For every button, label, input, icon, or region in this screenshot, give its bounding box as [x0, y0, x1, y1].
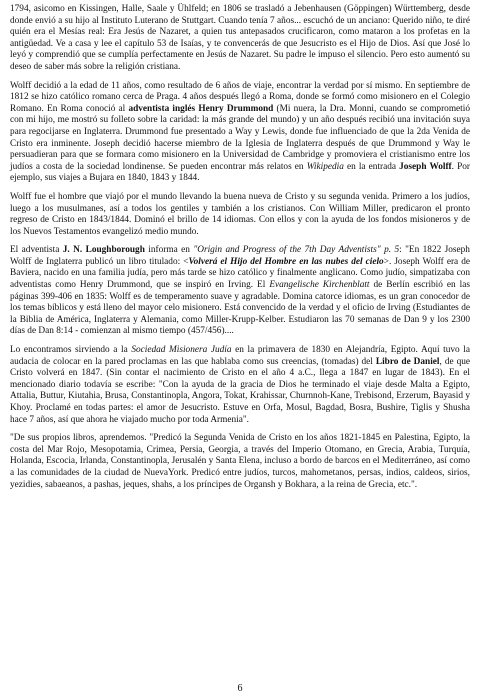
- text-run: El adventista: [10, 245, 63, 256]
- emphasis-text: adventista inglés Henry Drummond: [128, 103, 274, 114]
- text-run: en la entrada: [343, 161, 400, 172]
- text-run: Wolff decidió a la edad de 11 años, como resultado de 6 años de viaje, encontrar la verdad por sí mismo. En septiembre de 1812 se hizo católico romano cerca de Praga. 4 años después llegó a Roma, donde se formó como misionero en el Colegio Romano. En Roma conoció al: [10, 80, 470, 114]
- text-run: (Mi nuera, la Dra. Monni, cuando se comprometió con mi hijo, me mostró su folleto sobre la caridad: la más grande del mundo) y un año después recibió una invitación suya para regocijarse en Inglaterra. Drummond fue presentado a Way y Lewis, donde fue influenciado de que la 2da Venida de Cristo era inminente. Joseph decidió hacerse miembro de la Iglesia de Inglaterra después de que Drummond y Way le persuadieran para que se formara como misionero en la Universidad de Cambridge y promoviera el cristianismo entre los judíos a costa de la sociedad londinense. Se pueden encontrar más relatos en: [10, 103, 470, 172]
- paragraph-4: [10, 245, 470, 338]
- emphasis-text: "Origin and Progress of the 7th Day Adventists" p. 5: [193, 245, 400, 256]
- text-run: >. Joseph Wolff era de Baviera, nacido en una familia judía, pero más tarde se hizo católico y finalmente anglicano. Como judío, simpatizaba con adventistas como Henry Drummond, que se inspiró en Irving. El: [10, 256, 470, 291]
- emphasis-text: J. N. Loughborough: [62, 245, 145, 256]
- emphasis-text: Libro de Daniel: [375, 356, 440, 367]
- text-run: : "En 1822 Joseph Wolff de Inglaterra publicó un libro titulado: <: [10, 245, 470, 267]
- page-number: 6: [237, 683, 243, 694]
- paragraph-3: [10, 192, 470, 238]
- paragraph-1: [10, 4, 470, 74]
- text-run: , de que Cristo volverá en 1847. (Sin contar el nacimiento de Cristo en el año 4 a.C., llega a 1847 en lugar de 1843). En el mencionado diario todavía se escribe: "Con la ayuda de la gracia de Dios he terminado el viaje desde Malta a Egipto, Attalia, Buttur, Kiutahia, Brusa, Constantinopla, Angora, Tokat, Krahissar, Churnnoh-Kane, Trebisond, Erzerum, Bayasid y Khoy. Proclamé en todas partes: el amor de Jesucristo. Estuve en Orfa, Mosul, Bagdad, Bosra, Bushire, Tiglis y Shusha hace 7 años, así que ahora he viajado mucho por toda Armenia".: [10, 356, 470, 425]
- text-run: en la primavera de 1830 en Alejandría, Egipto. Aquí tuvo la audacia de colocar en la pared proclamas en las que hablaba como sus creencias, (tomadas) del: [10, 345, 470, 367]
- text-run: . Por ejemplo, sus viajes a Bujara en 1840, 1843 y 1844.: [10, 161, 470, 184]
- text-run: Wolff fue el hombre que viajó por el mundo llevando la buena nueva de Cristo y su segunda venida. Primero a los judíos, luego a los musulmanes, así a todos los gentiles y también a los cristianos. Con William Miller, predicaron el pronto regreso de Cristo en 1843/1844. Dominó el brillo de 14 idiomas. Con ellos y con la ayuda de los fondos misioneros y de los Nuevos Testamentos evangelizó medio mundo.: [10, 191, 470, 237]
- emphasis-text: Wikipedia: [306, 161, 344, 172]
- text-run: 1794, asicomo en Kissingen, Halle, Saale y Ühlfeld; en 1806 se trasladó a Jebenhausen (Göppingen) Württemberg, desde donde envió a su hijo al Instituto Luterano de Stuttgart. Cuando tenía 7 años... escuchó de un anciano: Querido niño, te diré quién era el Mesías real: Era Jesús de Nazaret, a quien tus antepasados crucificaron, como mataron a los profetas en la antigüedad. Ve a casa y lee el capítulo 53 de Isaías, y te convencerás de que Jesucristo es el Hijo de Dios. Así que José lo leyó y comprendió que se cumplía perfectamente en Jesús de Nazaret. Su padre le impuso el silencio. Pero esto aumentó su deseo de saber más sobre la religión cristiana.: [10, 4, 470, 72]
- text-run: de Berlín escribió en las páginas 399-406 en 1835: Wolff es de temperamento suave y agradable. Domina catorce idiomas, es un gran conocedor de los temas bíblicos y está lleno del mayor celo misionero. Está convencido de la verdad y el oficio de Irving (Estudiantes de la Biblia de América, Inglaterra y Alemania, como Miller-Krupp-Kelber. Estudiaron las 70 semanas de Dan 9 y los 2300 días de Dan 8:14 - comienzan al mismo tiempo (457/456)....: [10, 280, 470, 337]
- paragraph-6: [10, 433, 470, 491]
- emphasis-text: Evangelische Kirchenblatt: [269, 280, 370, 291]
- text-run: "De sus propios libros, aprendemos. "Predicó la Segunda Venida de Cristo en los años 1821-1845 en Palestina, Egipto, la costa del Mar Rojo, Mesopotamia, Crimea, Persia, Georgia, a través del Imperio Otomano, en Grecia, Arabia, Turquía, Holanda, Escocia, Irlanda, Constantinopla, Jerusalén y Santa Elena, incluso a bordo de barcos en el Mediterráneo, así como a las comunidades de la ciudad de NuevaYork. Predicó entre judíos, turcos, mahometanos, persas, indios, caldeos, sirios, yezidies, sabaeanos, a pashas, jeques, shahs, a los príncipes de Organsh y Bokhara, a la reina de Grecia, etc.".: [10, 433, 470, 490]
- text-run: informa en: [144, 245, 194, 256]
- emphasis-text: Joseph Wolff: [399, 161, 452, 172]
- body-text: [10, 4, 470, 491]
- text-run: Lo encontramos sirviendo a la: [10, 345, 132, 356]
- paragraph-5: [10, 345, 470, 426]
- paragraph-2: [10, 81, 470, 185]
- emphasis-text: Volverá el Hijo del Hombre en las nubes del cielo: [188, 256, 384, 267]
- emphasis-text: Sociedad Misionera Judía: [131, 345, 232, 356]
